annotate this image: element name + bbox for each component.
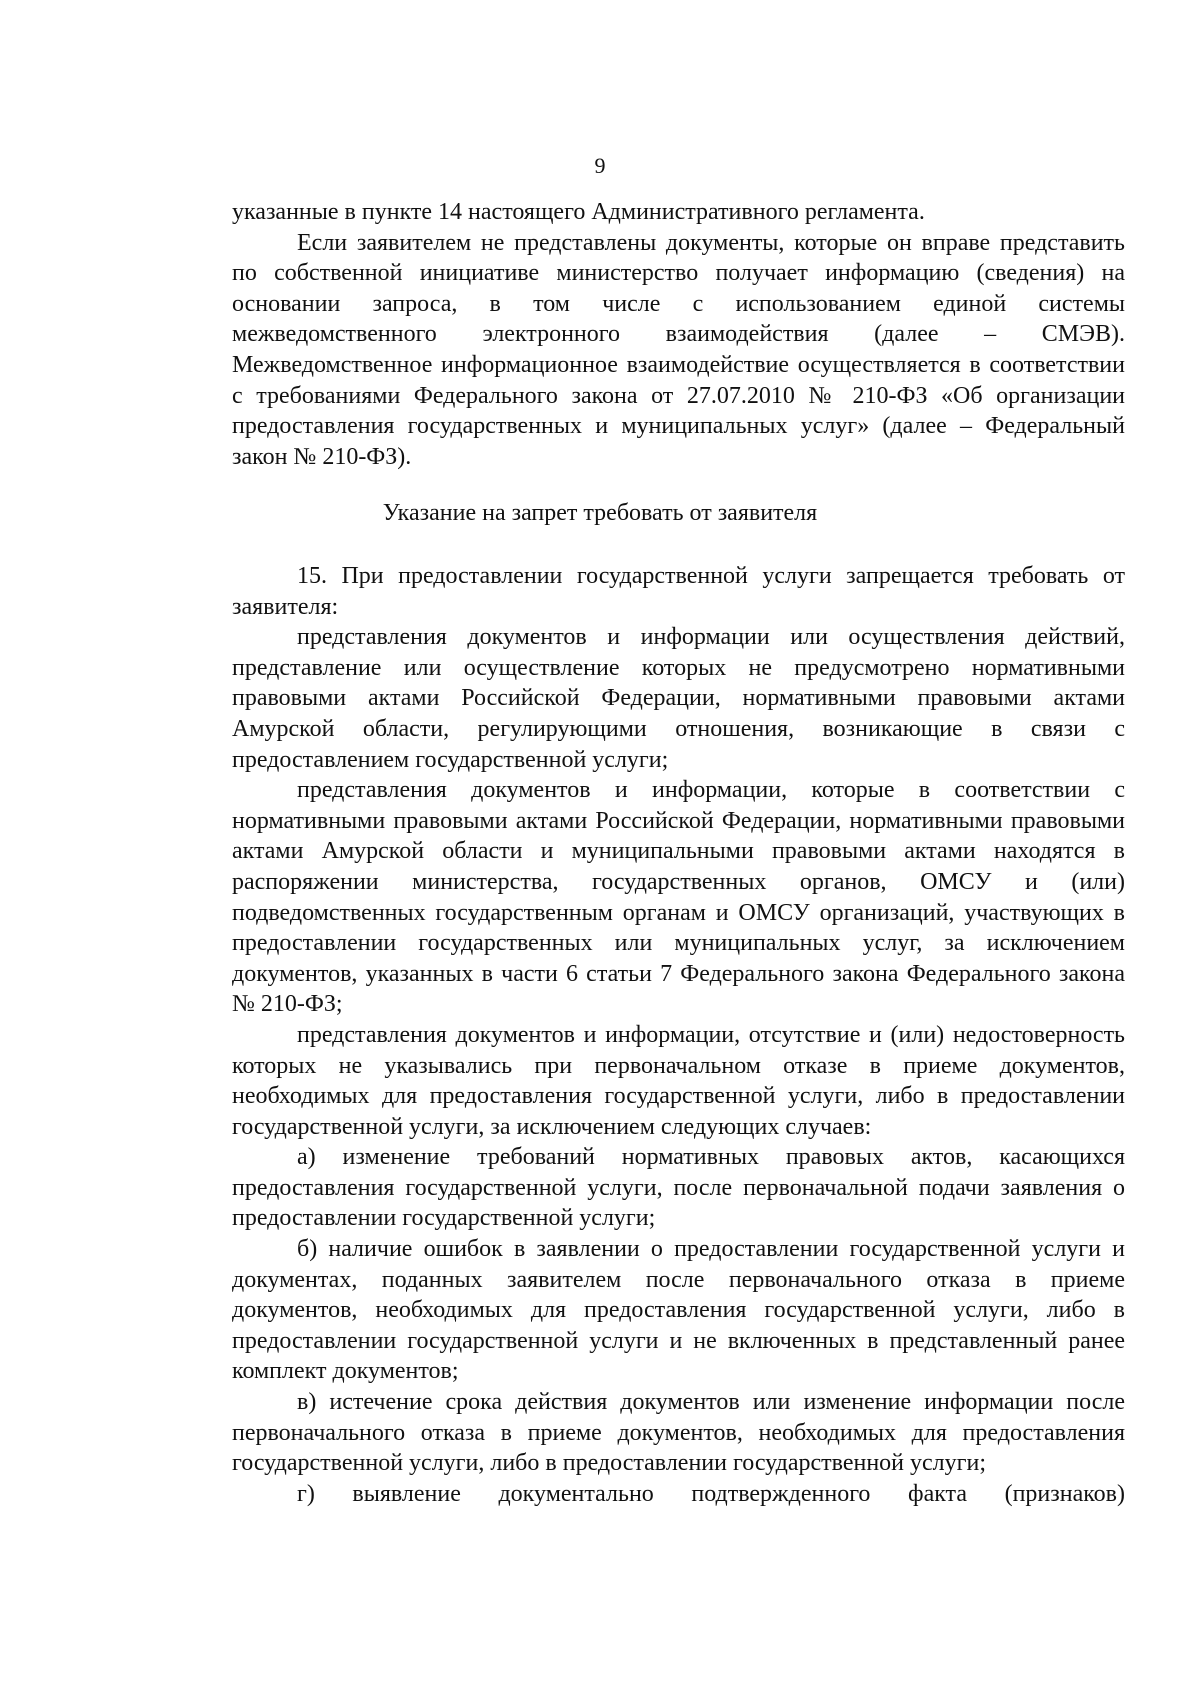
intro-block: [232, 197, 1125, 472]
paragraph-item: представления документов и информации, которые в соответствии с нормативными правовыми актами Российской Федерации, нормативными правовыми актами Амурской области и муниципальными правовыми актами находятся в распоряжении министерства, государственных органов, ОМСУ и (или) подведомственных государственным органам и ОМСУ организаций, участвующих в предоставлении государственных или муниципальных услуг, за исключением документов, указанных в части 6 статьи 7 Федерального закона Федерального закона № 210-ФЗ;: [232, 777, 1125, 1018]
paragraph-subitem-v: в) истечение срока действия документов или изменение информации после первоначального отказа в приеме документов, необходимых для предоставления государственной услуги, либо в предоставлении государственной услуги;: [232, 1389, 1125, 1477]
paragraph-item: представления документов и информации, отсутствие и (или) недостоверность которых не указывались при первоначальном отказе в приеме документов, необходимых для предоставления государственной услуги, либо в предоставлении государственной услуги, за исключением следующих случаев:: [232, 1021, 1125, 1140]
section-heading: Указание на запрет требовать от заявителя: [382, 500, 818, 526]
section-body: [232, 561, 1125, 1509]
paragraph-15: 15. При предоставлении государственной услуги запрещается требовать от заявителя:: [232, 563, 1125, 620]
paragraph-subitem-a: а) изменение требований нормативных правовых актов, касающихся предоставления государственной услуги, после первоначальной подачи заявления о предоставлении государственной услуги;: [232, 1144, 1125, 1232]
intro-continuation: указанные в пункте 14 настоящего Административного регламента.: [232, 199, 925, 225]
paragraph-subitem-b: б) наличие ошибок в заявлении о предоставлении государственной услуги и документах, поданных заявителем после первоначального отказа в приеме документов, необходимых для предоставления государственной услуги, либо в предоставлении государственной услуги и не включенных в представленный ранее комплект документов;: [232, 1236, 1125, 1385]
intro-paragraph: Если заявителем не представлены документы, которые он вправе представить по собственной инициативе министерство получает информацию (сведения) на основании запроса, в том числе с использованием единой системы межведомственного электронного взаимодействия (далее – СМЭВ). Межведомственное информационное взаимодействие осуществляется в соответствии с требованиями Федерального закона от 27.07.2010 № 210-ФЗ «Об организации предоставления государственных и муниципальных услуг» (далее – Федеральный закон № 210-ФЗ).: [232, 229, 1125, 470]
page-number: 9: [594, 153, 606, 178]
paragraph-subitem-g: г) выявление документально подтвержденного факта (признаков): [297, 1480, 1125, 1507]
paragraph-item: представления документов и информации или осуществления действий, представление или осуществление которых не предусмотрено нормативными правовыми актами Российской Федерации, нормативными правовыми актами Амурской области, регулирующими отношения, возникающие в связи с предоставлением государственной услуги;: [232, 624, 1125, 773]
